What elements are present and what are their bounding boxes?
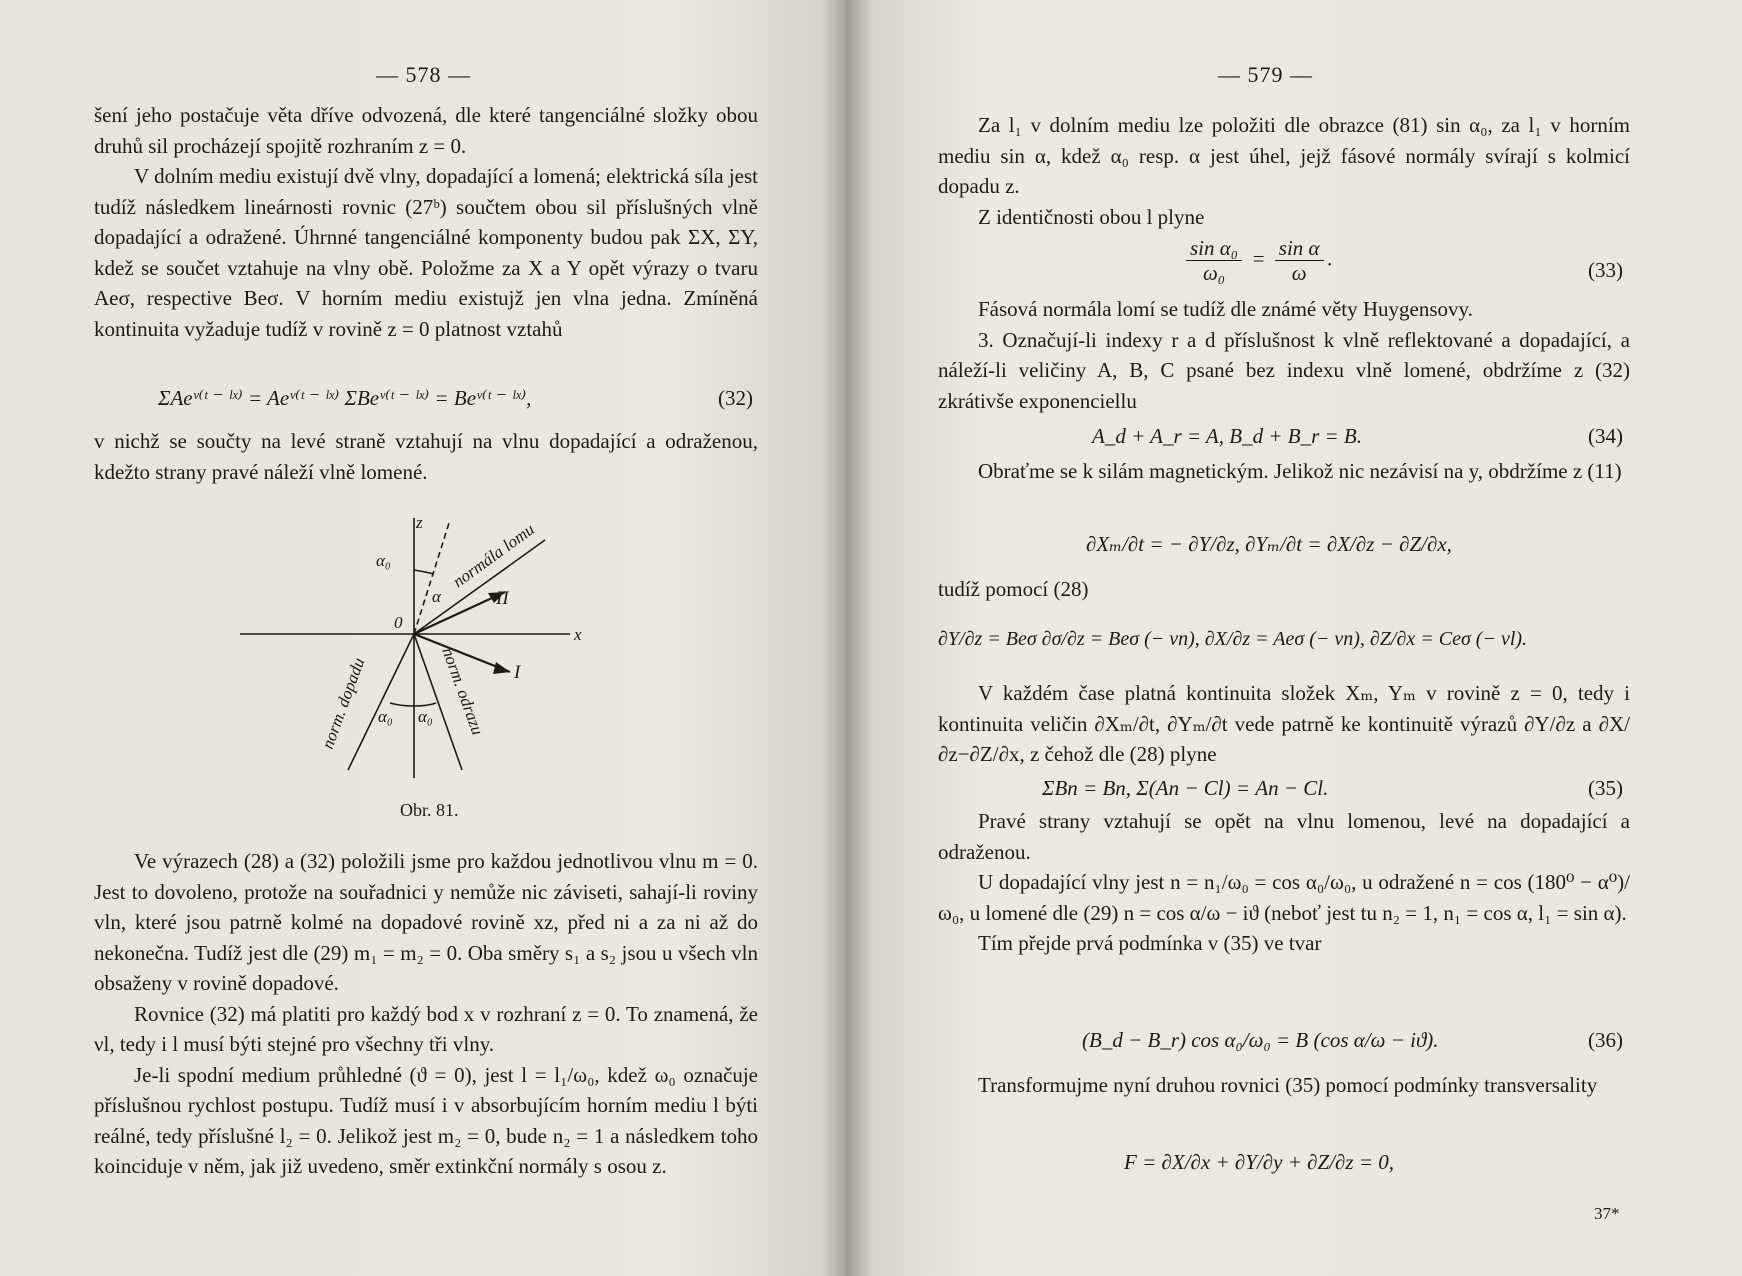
fraction-denominator: ω [1291, 261, 1307, 285]
equation-33: $\frac{\text{sin α₀}}{\text{ω₀}}$ = $\frac{\text{sin α}}{\omega}$ . [1182, 236, 1333, 285]
left-text-bottom [94, 846, 758, 1182]
paragraph: šení jeho postačuje věta dříve odvozená, dle které tangenciálné složky obou druhů sil procházejí spojitě rozhraním z = 0. [94, 103, 758, 158]
figure-label: norm. odrazu [438, 644, 488, 738]
right-text-mid4 [938, 678, 1630, 770]
fraction-numerator: sin α₀ [1186, 236, 1242, 261]
page-number: — 579 — [1218, 62, 1313, 87]
paragraph: v nichž se součty na levé straně vztahují na vlnu dopadající a odraženou, kdežto strany pravé náleží vlně lomené. [94, 429, 758, 484]
figure-caption: Obr. 81. [400, 800, 459, 820]
figure-label: normála lomu [449, 519, 538, 592]
figure-label: x [574, 625, 582, 644]
right-text-mid2 [938, 456, 1630, 487]
figure-label: α [432, 587, 441, 606]
figure-label: II [496, 588, 509, 609]
right-text-mid1 [938, 294, 1630, 416]
equation-number: (34) [1588, 424, 1623, 448]
paragraph: U dopadající vlny jest n = n₁/ω₀ = cos α₀/ω₀, u odražené n = cos (180⁰ − α⁰)/ω₀, u lomené dle (29) n = cos α/ω − iϑ (neboť jest tu n₂ = 1, n₁ = cos α, l₁ = sin α). [938, 870, 1630, 925]
left-page [0, 0, 846, 1276]
paragraph: V dolním mediu existují dvě vlny, dopadající a lomená; elektrická síla jest tudíž následkem lineárnosti rovnic (27ᵇ) součtem obou sil příslušných vlně dopadající a odražené. Úhrnné tangenciálné komponenty budou pak ΣX, ΣY, kdež se součet vztahuje na vlny obě. Položme za X a Y opět výrazy o tvaru Aeσ, respective Beσ. V horním mediu existujž jen vlna jedna. Zmíněná kontinuita vyžaduje tudíž v rovině z = 0 platnost vztahů [94, 164, 758, 341]
fraction-denominator: ω₀ [1202, 261, 1226, 285]
paragraph: Obraťme se k silám magnetickým. Jelikož nic nezávisí na y, obdržíme z (11) [978, 459, 1622, 483]
paragraph: Tím přejde prvá podmínka v (35) ve tvar [978, 931, 1322, 955]
paragraph: Pravé strany vztahují se opět na vlnu lomenou, levé na dopadající a odraženou. [938, 809, 1630, 864]
paragraph: Ve výrazech (28) a (32) položili jsme pro každou jednotlivou vlnu m = 0. Jest to dovoleno, protože na souřadnici y nemůže nic záviseti, sahají-li roviny vln, které jsou patrně kolmé na dopadové rovině xz, před ni a za ni až do nekonečna. Tudíž jest dle (29) m₁ = m₂ = 0. Oba směry s₁ a s₂ jsou u všech vln obsaženy v rovině dopadové. [94, 849, 758, 995]
left-text-mid [94, 426, 758, 487]
paragraph: Rovnice (32) má platiti pro každý bod x v rozhraní z = 0. To znamená, že νl, tedy i l musí býti stejné pro všechny tři vlny. [94, 1001, 758, 1056]
equation-number: (35) [1588, 776, 1623, 800]
equation-32: ΣAeᵛ⁽ᵗ ⁻ ˡˣ⁾ = Aeᵛ⁽ᵗ ⁻ ˡˣ⁾ ΣBeᵛ⁽ᵗ ⁻ ˡˣ⁾ = Beᵛ⁽ᵗ ⁻ ˡˣ⁾, [158, 386, 532, 410]
paragraph: V každém čase platná kontinuita složek Xₘ, Yₘ v rovině z = 0, tedy i kontinuita veličin ∂Xₘ/∂t, ∂Yₘ/∂t vede patrně ke kontinuitě výrazů ∂Y/∂z a ∂X/∂z−∂Z/∂x, z čehož dle (28) plyne [938, 681, 1630, 766]
paragraph: 3. Označují-li indexy r a d příslušnost k vlně reflektované a dopadající, a náleží-li veličiny A, B, C psané bez indexu vlně lomené, obdržíme z (32) zkrátivše exponenciellu [938, 327, 1630, 413]
paragraph: Za l₁ v dolním mediu lze položiti dle obrazce (81) sin α₀, za l₁ v horním mediu sin α, kdež α₀ resp. α jest úhel, jejž fásové normály svírají s kolmicí dopadu z. [938, 113, 1630, 198]
equation-11: ∂Xₘ/∂t = − ∂Y/∂z, ∂Yₘ/∂t = ∂X/∂z − ∂Z/∂x, [1086, 532, 1452, 556]
signature-mark: 37* [1594, 1204, 1620, 1223]
fraction-numerator: sin α [1275, 236, 1324, 261]
right-text-mid5 [938, 806, 1630, 959]
figure-label: α₀ [376, 551, 391, 570]
paragraph: tudíž pomocí (28) [938, 577, 1089, 601]
right-page [846, 0, 1742, 1276]
figure-label: α₀ [418, 707, 433, 726]
equation-36: (B_d − B_r) cos α₀/ω₀ = B (cos α/ω − iϑ). [1082, 1028, 1439, 1052]
figure-label: norm. dopadu [317, 655, 369, 752]
paragraph: Fásová normála lomí se tudíž dle známé věty Huygensovy. [978, 297, 1473, 321]
page-number: — 578 — [376, 62, 471, 87]
figure-81 [240, 500, 600, 800]
equation-F: F = ∂X/∂x + ∂Y/∂y + ∂Z/∂z = 0, [1124, 1150, 1395, 1174]
equation-number: (32) [718, 386, 753, 410]
equation-28: ∂Y/∂z = Beσ ∂σ/∂z = Beσ (− νn), ∂X/∂z = Aeσ (− νn), ∂Z/∂x = Ceσ (− νl). [938, 628, 1528, 650]
paragraph: Z identičnosti obou l plyne [978, 204, 1205, 229]
left-text-top [94, 100, 758, 344]
paragraph: Transformujme nyní druhou rovnici (35) pomocí podmínky transversality [978, 1073, 1598, 1097]
figure-label: 0 [394, 613, 403, 632]
figure-label: z [416, 513, 423, 532]
equation-number: (36) [1588, 1028, 1623, 1052]
equation-34: A_d + A_r = A, B_d + B_r = B. [1092, 424, 1362, 448]
figure-label: α₀ [378, 707, 393, 726]
paragraph: Je-li spodní medium průhledné (ϑ = 0), jest l = l₁/ω₀, kdež ω₀ označuje příslušnou rychlost postupu. Tudíž musí i v absorbujícím horním mediu l býti reálné, tedy příslušné l₂ = 0. Jelikož jest m₂ = 0, bude n₂ = 1 a následkem toho koinciduje v něm, jak již uvedeno, směr extinkční normály s osou z. [94, 1062, 758, 1178]
right-text-top [938, 110, 1630, 232]
equation-number: (33) [1588, 258, 1623, 282]
right-text-bottom [938, 1070, 1630, 1101]
figure-label: I [514, 662, 521, 683]
right-text-mid3 [938, 574, 1630, 605]
equation-35: ΣBn = Bn, Σ(An − Cl) = An − Cl. [1042, 776, 1329, 800]
